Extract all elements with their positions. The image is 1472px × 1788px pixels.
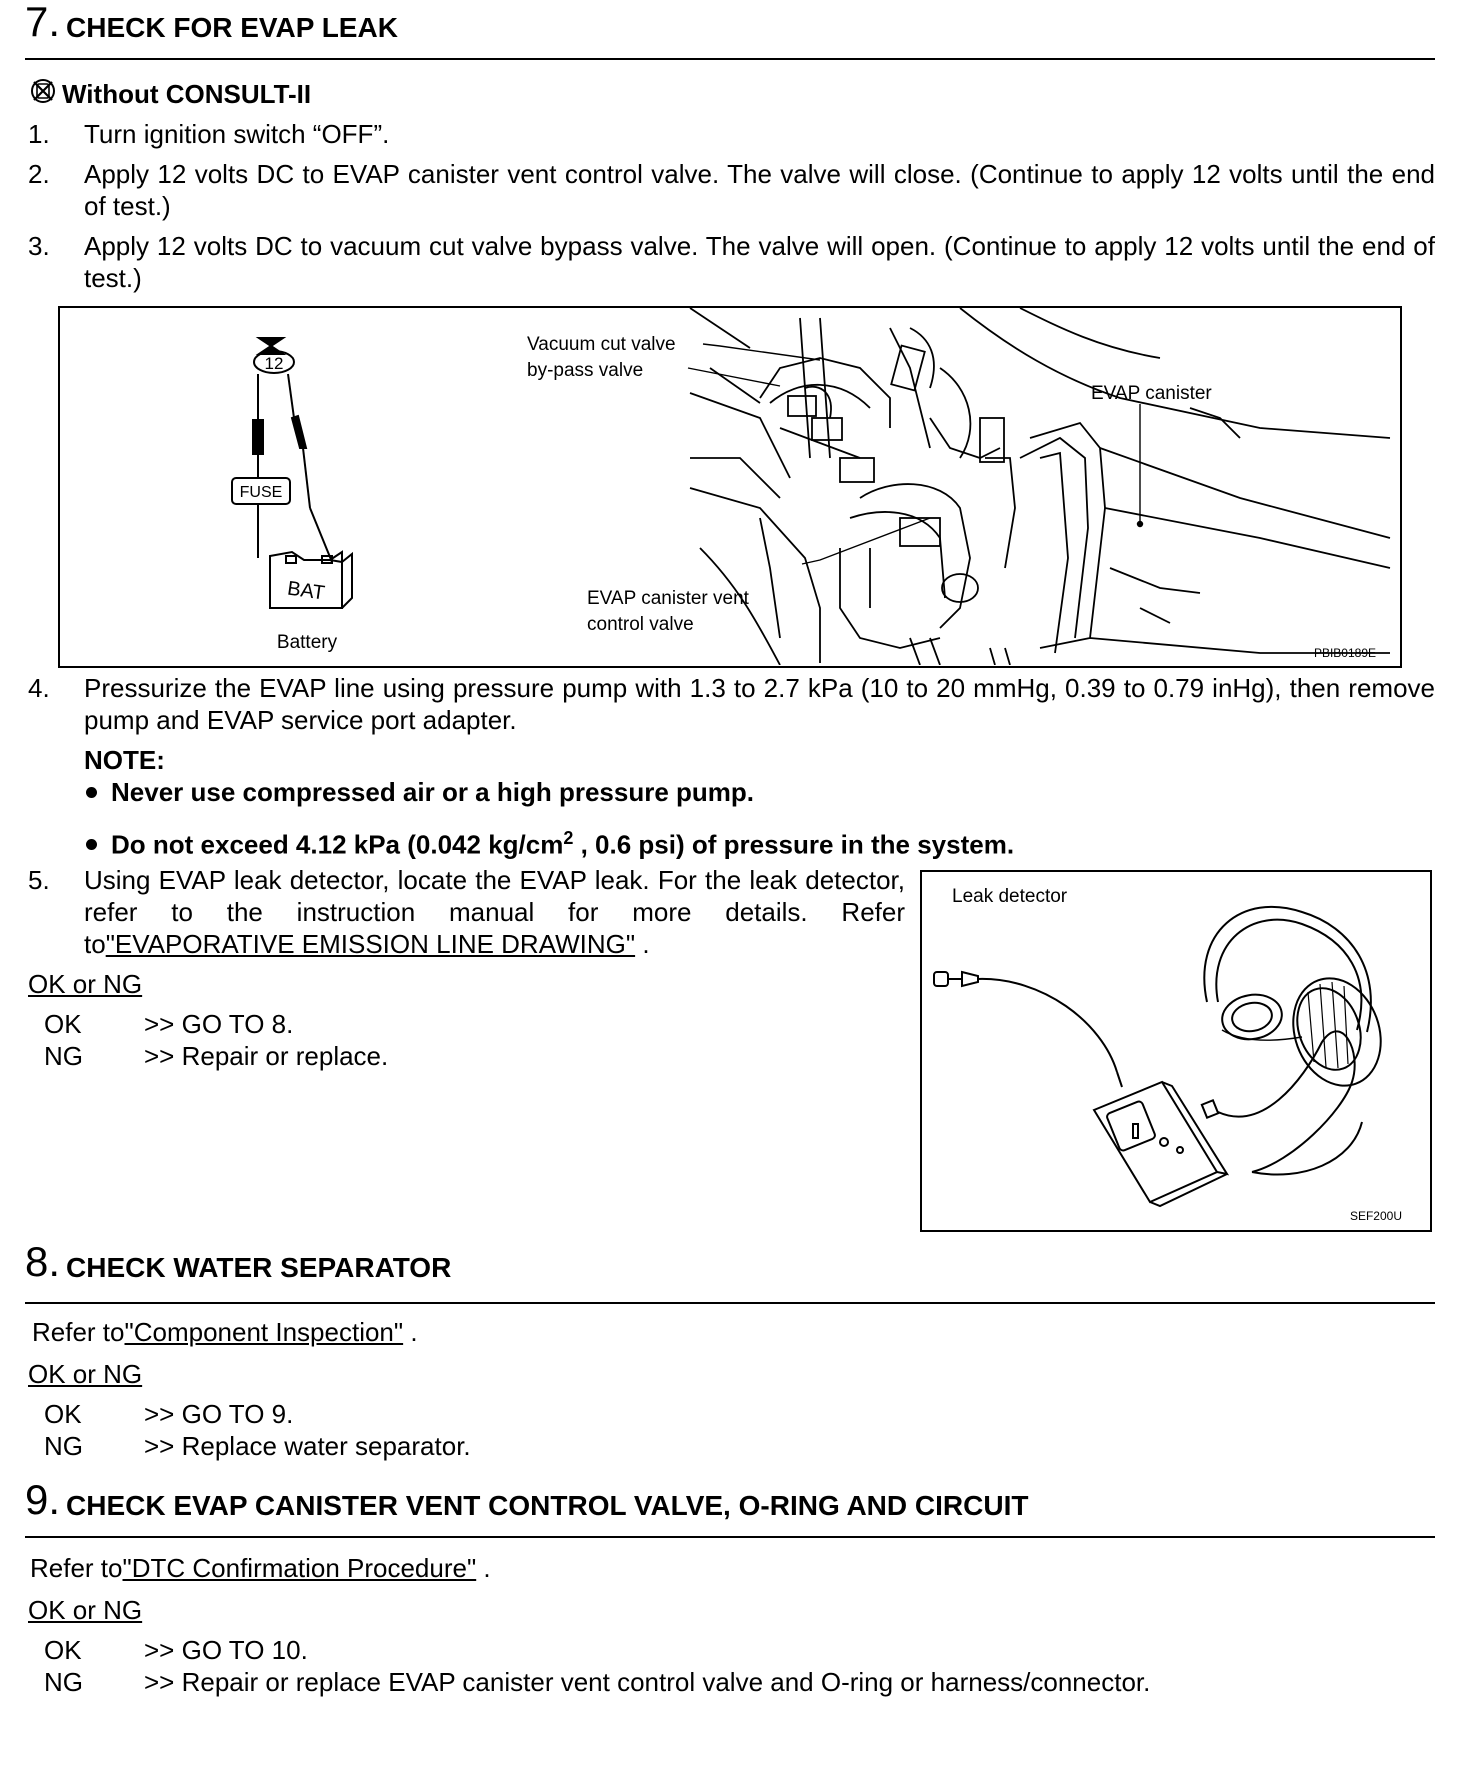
refer-trailing: . [403, 1317, 418, 1347]
figure-leak-detector [920, 870, 1432, 1232]
evaporative-emission-link[interactable]: "EVAPORATIVE EMISSION LINE DRAWING" [105, 929, 636, 959]
note-item [86, 822, 1014, 861]
step-title: CHECK FOR EVAP LEAK [66, 12, 398, 43]
list-item [25, 118, 1435, 150]
bat-label: BAT [285, 577, 327, 605]
battery-label: Battery [276, 632, 338, 653]
list-text: Apply 12 volts DC to EVAP canister vent control valve. The valve will close. (Continue to apply 12 volts until the end of test.) [84, 159, 1435, 221]
figure-evap-valves-drawing [60, 308, 1399, 665]
ok-action: >> GO TO 9. [144, 1399, 294, 1429]
step-number: 7. [25, 0, 61, 45]
list-number: 2. [28, 159, 50, 189]
step-title: CHECK WATER SEPARATOR [66, 1252, 452, 1283]
leader-lines [688, 344, 1143, 564]
ng-key: NG [44, 1431, 83, 1461]
step-title: CHECK EVAP CANISTER VENT CONTROL VALVE, O-RING AND CIRCUIT [66, 1490, 1029, 1521]
vacuum-cut-valve-label: Vacuum cut valve [527, 334, 676, 355]
list-text: Turn ignition switch “OFF”. [84, 119, 390, 149]
list-text [84, 864, 905, 960]
note-text-start: Do not exceed 4.12 kPa (0.042 kg/cm [111, 829, 564, 860]
leak-detector-label: Leak detector [952, 886, 1068, 907]
leak-detector-sketch [934, 907, 1395, 1206]
refer-line [32, 1316, 418, 1348]
note-text-end: , 0.6 psi) of pressure in the system. [573, 829, 1015, 860]
ok-or-ng-heading: OK or NG [28, 1595, 143, 1625]
ng-key: NG [44, 1041, 83, 1071]
list-text: Apply 12 volts DC to vacuum cut valve bypass valve. The valve will open. (Continue to apply 12 volts until the end of test.) [84, 231, 1435, 293]
list-item [25, 230, 1435, 294]
fuse-label: FUSE [239, 484, 283, 501]
item-5-text: Using EVAP leak detector, locate the EVAP leak. For the leak detector, refer to the instruction manual for more details. Refer to [84, 865, 905, 959]
no-consult-icon [30, 78, 56, 111]
step-7-header [25, 0, 1435, 60]
refer-text: Refer to [30, 1553, 123, 1583]
ok-action: >> GO TO 8. [144, 1009, 294, 1039]
step-8-header [25, 1240, 1435, 1304]
ng-action: >> Repair or replace EVAP canister vent control valve and O-ring or harness/connector. [144, 1667, 1151, 1697]
ok-key: OK [44, 1399, 82, 1429]
list-number: 4. [28, 673, 50, 703]
vent-valve-label: EVAP canister vent [587, 588, 749, 609]
refer-line [30, 1552, 491, 1584]
refer-text: Refer to [32, 1317, 125, 1347]
ok-key: OK [44, 1009, 82, 1039]
ok-action: >> GO TO 10. [144, 1635, 308, 1665]
list-number: 3. [28, 231, 50, 261]
figure-id: PBIB0189E [1313, 646, 1376, 660]
item-5-trailing: . [635, 929, 650, 959]
list-number: 1. [28, 119, 50, 149]
battery-diagram [232, 338, 352, 608]
leak-detector-drawing [922, 872, 1429, 1229]
list-item [25, 864, 905, 960]
note-label: NOTE: [84, 745, 165, 775]
refer-trailing: . [476, 1553, 491, 1583]
ok-key: OK [44, 1635, 82, 1665]
vent-valve-label-2: control valve [587, 614, 694, 635]
ng-key: NG [44, 1667, 83, 1697]
method-label: Without CONSULT-II [62, 79, 312, 109]
superscript: 2 [563, 828, 574, 848]
step-number: 8. [25, 1238, 61, 1285]
ng-action: >> Replace water separator. [144, 1431, 471, 1461]
list-item [25, 158, 1435, 222]
engine-bay-sketch [690, 308, 1390, 665]
dtc-confirmation-link[interactable]: "DTC Confirmation Procedure" [122, 1553, 477, 1583]
note-item [86, 776, 754, 808]
list-item [25, 672, 1435, 736]
method-line [30, 78, 311, 113]
bullet-dot [86, 787, 97, 798]
list-number: 5. [28, 865, 50, 895]
bullet-dot [86, 839, 97, 850]
evap-canister-label: EVAP canister [1091, 383, 1212, 404]
step-9-header [25, 1478, 1435, 1538]
voltage-label: 12 [264, 354, 284, 373]
ok-or-ng-heading: OK or NG [28, 1359, 143, 1389]
ng-action: >> Repair or replace. [144, 1041, 389, 1071]
list-text: Pressurize the EVAP line using pressure pump with 1.3 to 2.7 kPa (10 to 20 mmHg, 0.39 to 0.79 inHg), then remove pump and EVAP service port adapter. [84, 673, 1435, 735]
bypass-valve-label: by-pass valve [527, 360, 644, 381]
step-number: 9. [25, 1476, 61, 1523]
component-inspection-link[interactable]: "Component Inspection" [124, 1317, 404, 1347]
figure-id: SEF200U [1349, 1209, 1402, 1223]
figure-evap-valves [58, 306, 1402, 668]
ok-or-ng-heading: OK or NG [28, 969, 143, 999]
note-text: Never use compressed air or a high pressure pump. [111, 777, 755, 807]
